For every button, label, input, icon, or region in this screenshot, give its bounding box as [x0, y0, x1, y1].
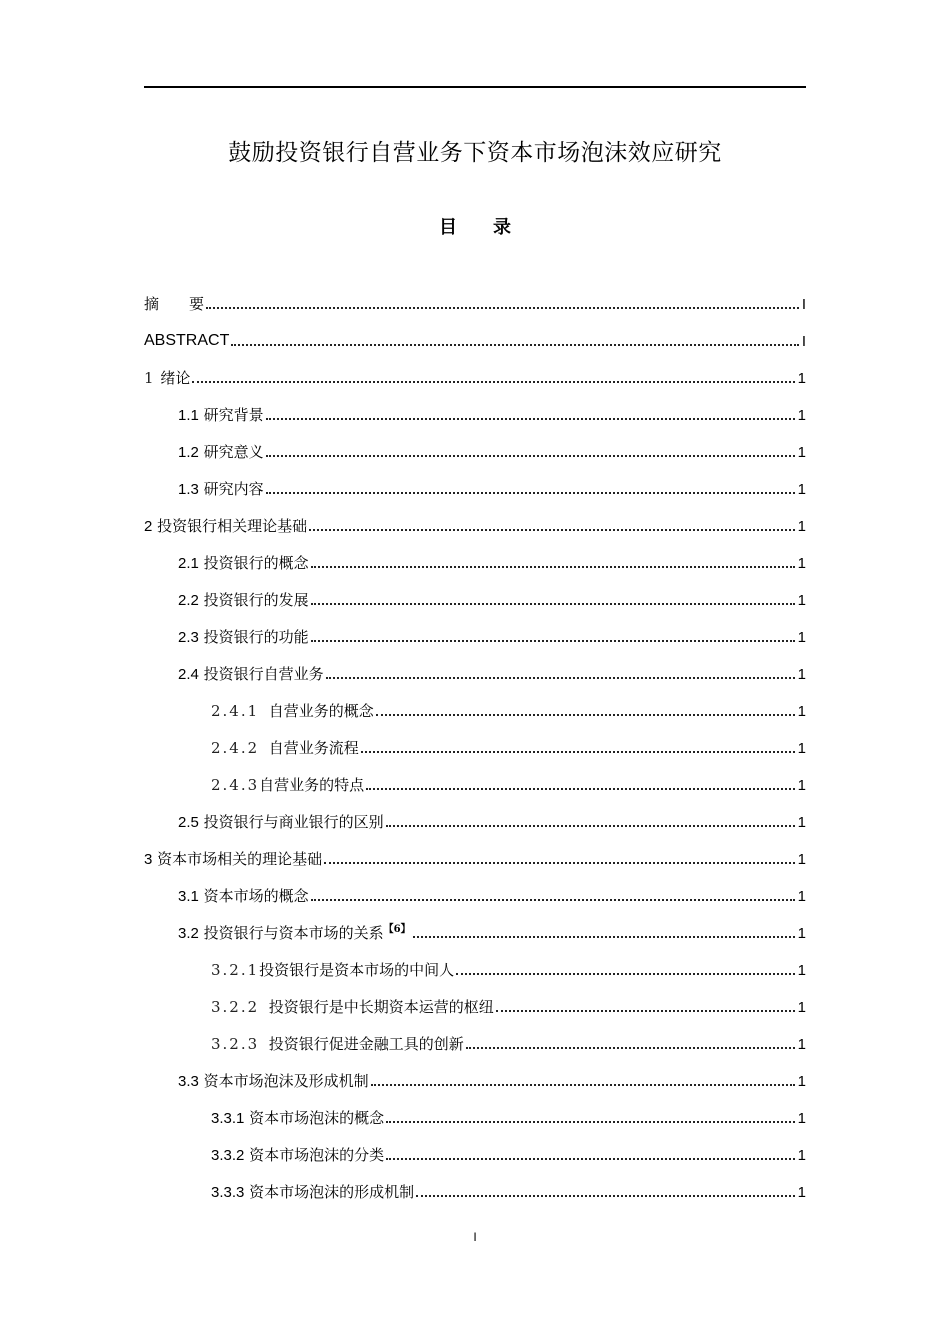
toc-entry-2-4[interactable]: [144, 650, 806, 687]
dot-leader: [371, 1084, 795, 1086]
toc-entry-number: 3.3.1: [211, 1110, 245, 1127]
toc-entry-text: 投资银行的概念: [203, 554, 309, 572]
dot-leader: [309, 529, 795, 531]
toc-entry-label: [211, 704, 374, 724]
dot-leader: [326, 677, 795, 679]
toc-entry-number: 1.1: [178, 407, 199, 424]
toc-page-number: 1: [797, 777, 806, 794]
dot-leader: [311, 603, 795, 605]
toc-entry-2-4-3[interactable]: [144, 761, 806, 798]
toc-page-number: 1: [797, 666, 806, 683]
citation-reference[interactable]: 【6】: [383, 924, 411, 935]
toc-entry-number: 3.3.3: [211, 1184, 245, 1201]
toc-page-number: 1: [797, 888, 806, 905]
toc-entry-label: [178, 925, 411, 946]
dot-leader: [386, 1121, 794, 1123]
toc-page-number: 1: [797, 629, 806, 646]
toc-entry-2-3[interactable]: [144, 613, 806, 650]
dot-leader: [361, 751, 795, 753]
toc-page-number: 1: [797, 999, 806, 1016]
dot-leader: [231, 344, 798, 346]
toc-entry-3-1[interactable]: [144, 872, 806, 909]
dot-leader: [496, 1010, 795, 1012]
toc-page-number: 1: [797, 1036, 806, 1053]
toc-entry-3-2-1[interactable]: [144, 946, 806, 983]
toc-entry-text: 投资银行自营业务: [203, 665, 324, 683]
toc-entry-label: [144, 519, 307, 539]
toc-entry-3-3[interactable]: [144, 1057, 806, 1094]
toc-entry-label: [211, 741, 359, 761]
toc-entry-number: 3.1: [178, 888, 199, 905]
toc-entry-text: 研究内容: [203, 480, 264, 498]
toc-entry-number: 3.3.2: [211, 1147, 245, 1164]
toc-entry-label: [144, 371, 190, 391]
toc-page-number: 1: [797, 370, 806, 387]
toc-entry-1-1[interactable]: [144, 391, 806, 428]
toc-entry-text: 研究背景: [203, 406, 264, 424]
toc-entry-text: 投资银行促进金融工具的创新: [268, 1035, 464, 1053]
toc-entry-label: [211, 1111, 384, 1131]
toc-entry-text: 资本市场泡沫的分类: [249, 1146, 385, 1164]
toc-entry-3-3-1[interactable]: [144, 1094, 806, 1131]
toc-page-number: 1: [797, 851, 806, 868]
toc-entry-text: 资本市场的概念: [203, 887, 309, 905]
dot-leader: [386, 825, 795, 827]
toc-entry-3-2-2[interactable]: [144, 983, 806, 1020]
toc-entry-3-3-2[interactable]: [144, 1131, 806, 1168]
toc-page-number: 1: [797, 1073, 806, 1090]
toc-entry-label: [211, 1000, 494, 1020]
toc-entry-number: 2: [144, 518, 153, 535]
dot-leader: [206, 307, 799, 309]
toc-entry-number: 1.2: [178, 444, 199, 461]
toc-entry-number: 2.3: [178, 629, 199, 646]
toc-entry-label: [178, 667, 324, 687]
toc-entry-number: 2.2: [178, 592, 199, 609]
toc-entry-number: 2.1: [178, 555, 199, 572]
toc-entry-label: [178, 1074, 369, 1094]
toc-entry-2-2[interactable]: [144, 576, 806, 613]
toc-entry-label: [211, 1185, 414, 1205]
toc-entry-number: 2.5: [178, 814, 199, 831]
toc-entry-label: [178, 889, 309, 909]
dot-leader: [416, 1195, 794, 1197]
toc-entry-label: [178, 593, 309, 613]
toc-page-number: 1: [797, 962, 806, 979]
toc-entry-label: [178, 482, 264, 502]
toc-entry-label: [211, 1037, 464, 1057]
toc-entry-3-2[interactable]: [144, 909, 806, 946]
toc-entry-label: [178, 815, 384, 835]
page-footer-number: I: [473, 1230, 477, 1244]
toc-entry-3[interactable]: [144, 835, 806, 872]
toc-page-number: 1: [797, 481, 806, 498]
toc-page-number: 1: [797, 407, 806, 424]
toc-entry-3-3-3[interactable]: [144, 1168, 806, 1205]
dot-leader: [311, 640, 795, 642]
toc-entry-1-3[interactable]: [144, 465, 806, 502]
dot-leader: [376, 714, 795, 716]
toc-entry-label: [211, 778, 364, 798]
toc-entry-number: 2.4: [178, 666, 199, 683]
dot-leader: [192, 381, 794, 383]
toc-entry-text: 资本市场泡沫及形成机制: [203, 1072, 369, 1090]
dot-leader: [266, 492, 795, 494]
toc-entry-text: 投资银行是中长期资本运营的枢纽: [268, 998, 494, 1016]
toc-page-number: 1: [797, 555, 806, 572]
toc-entry-number: 3.3: [178, 1073, 199, 1090]
toc-entry-number: 3.2.1: [211, 961, 260, 979]
toc-page-number: I: [801, 296, 806, 313]
toc-entry-label: [178, 408, 264, 428]
toc-page-number: 1: [797, 518, 806, 535]
toc-page-number: 1: [797, 814, 806, 831]
toc-entry-2-5[interactable]: [144, 798, 806, 835]
toc-entry-number: 3.2.2: [211, 998, 260, 1016]
toc-entry-label: ABSTRACT: [144, 332, 230, 349]
toc-heading-left: 目: [439, 217, 457, 238]
toc-page-number: 1: [797, 1184, 806, 1201]
toc-page-number: 1: [797, 444, 806, 461]
toc-entry-text: 自营业务流程: [268, 739, 359, 757]
header-rule: [144, 86, 806, 88]
dot-leader: [311, 899, 795, 901]
toc-entry-text: 自营业务的特点: [259, 776, 365, 794]
toc-entry-label: [144, 852, 322, 872]
toc-heading-right: 录: [493, 217, 511, 238]
toc-entry-label: [178, 556, 309, 576]
dot-leader: [386, 1158, 794, 1160]
toc-entry-2[interactable]: [144, 502, 806, 539]
toc-entry-number: 2.4.1: [211, 702, 260, 720]
toc-entry-3-2-3[interactable]: [144, 1020, 806, 1057]
toc-entry-number: 3: [144, 851, 153, 868]
dot-leader: [366, 788, 794, 790]
dot-leader: [456, 973, 794, 975]
toc-entry-text: 资本市场泡沫的概念: [249, 1109, 385, 1127]
toc-entry-text: 资本市场相关的理论基础: [157, 850, 323, 868]
toc-entry-text: 投资银行的发展: [203, 591, 309, 609]
toc-entry-2-4-2[interactable]: [144, 724, 806, 761]
dot-leader: [266, 418, 795, 420]
toc-entry-text: 绪论: [160, 369, 191, 387]
dot-leader: [311, 566, 795, 568]
toc-entry-abstract-en[interactable]: [144, 317, 806, 354]
toc-page-number: 1: [797, 1147, 806, 1164]
toc-entry-label: 摘 要: [144, 295, 205, 313]
toc-entry-number: 1: [144, 369, 156, 387]
document-title: 鼓励投资银行自营业务下资本市场泡沫效应研究: [228, 140, 722, 166]
toc-entry-text: 投资银行与商业银行的区别: [203, 813, 384, 831]
toc-entry-number: 3.2: [178, 925, 199, 942]
toc-heading: [0, 213, 950, 239]
dot-leader: [324, 862, 795, 864]
toc-entry-number: 2.4.3: [211, 776, 260, 794]
toc-entry-number: 3.2.3: [211, 1035, 260, 1053]
toc-entry-label: [178, 445, 264, 465]
toc-entry-text: 资本市场泡沫的形成机制: [249, 1183, 415, 1201]
toc-page-number: I: [801, 333, 806, 350]
toc-entry-2-1[interactable]: [144, 539, 806, 576]
toc-entry-text: 投资银行的功能: [203, 628, 309, 646]
toc-page-number: 1: [797, 1110, 806, 1127]
toc-entry-label: [211, 963, 454, 983]
table-of-contents: [144, 280, 806, 1205]
toc-page-number: 1: [797, 925, 806, 942]
toc-entry-text: 自营业务的概念: [268, 702, 374, 720]
toc-entry-number: 1.3: [178, 481, 199, 498]
toc-entry-1[interactable]: [144, 354, 806, 391]
toc-page-number: 1: [797, 592, 806, 609]
toc-entry-text: 投资银行是资本市场的中间人: [259, 961, 455, 979]
toc-entry-2-4-1[interactable]: [144, 687, 806, 724]
toc-entry-text: 投资银行相关理论基础: [157, 517, 308, 535]
toc-page-number: 1: [797, 740, 806, 757]
toc-page-number: 1: [797, 703, 806, 720]
dot-leader: [466, 1047, 795, 1049]
toc-entry-label: [178, 630, 309, 650]
toc-entry-abstract-cn[interactable]: [144, 280, 806, 317]
toc-entry-1-2[interactable]: [144, 428, 806, 465]
toc-entry-text: 研究意义: [203, 443, 264, 461]
dot-leader: [413, 936, 795, 938]
toc-entry-number: 2.4.2: [211, 739, 260, 757]
dot-leader: [266, 455, 795, 457]
toc-entry-label: [211, 1148, 384, 1168]
toc-entry-text: 投资银行与资本市场的关系: [203, 924, 384, 942]
